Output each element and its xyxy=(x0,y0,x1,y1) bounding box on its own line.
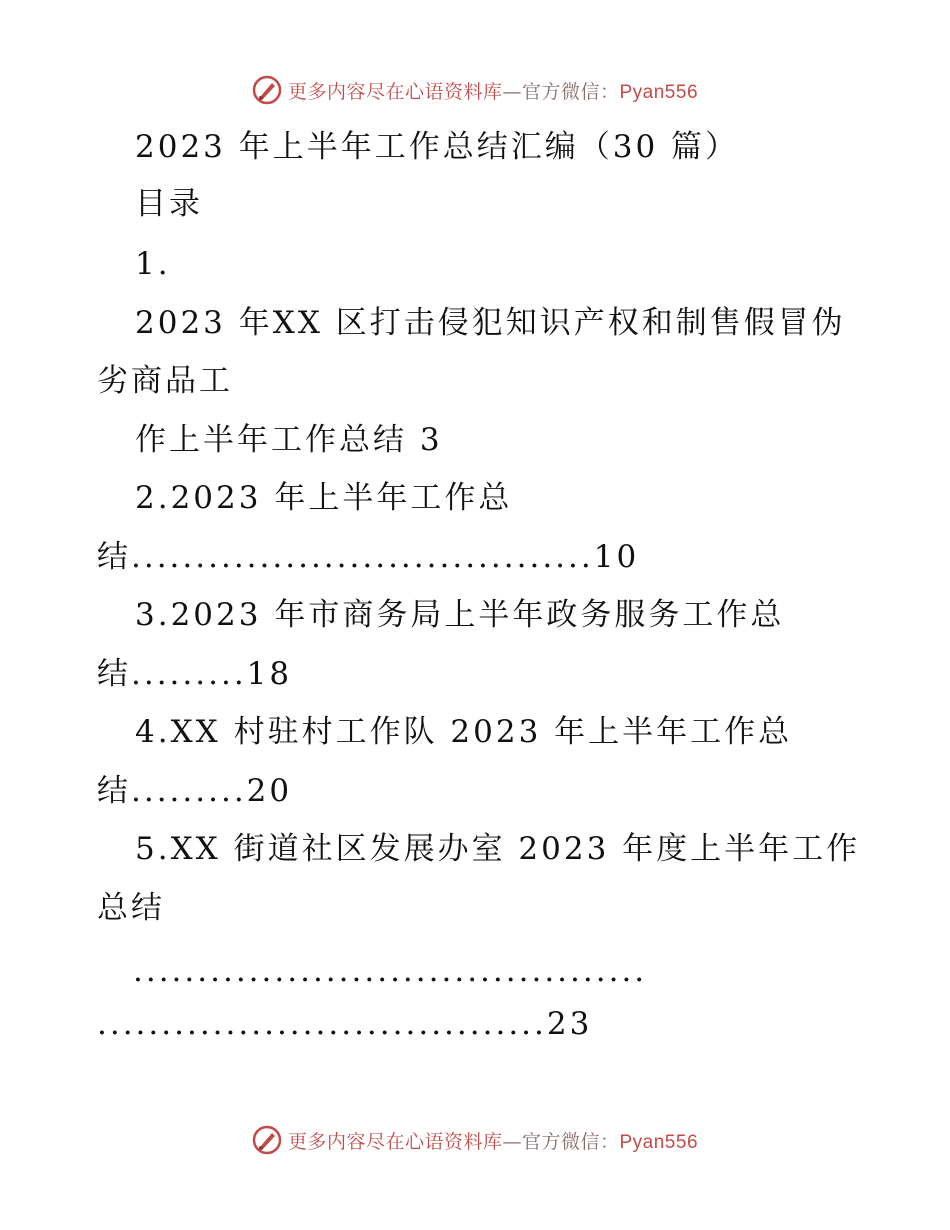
toc-entry-4-line-2: 结.........20 xyxy=(97,773,293,809)
toc-entry-1-line-1: 1. xyxy=(135,246,171,282)
document-title: 2023 年上半年工作总结汇编（30 篇） xyxy=(135,129,740,165)
toc-entry-3-line-1: 3.2023 年市商务局上半年政务服务工作总 xyxy=(135,597,785,633)
toc-entry-2-line-1: 2.2023 年上半年工作总 xyxy=(135,480,513,516)
toc-entry-1-line-3: 劣商品工 xyxy=(97,363,233,399)
toc-entry-5-line-2: 总结 xyxy=(97,890,165,926)
watermark-text: 更多内容尽在心语资料库—官方微信：Pyan556 xyxy=(287,80,699,103)
pen-logo-icon xyxy=(252,1125,282,1155)
toc-entry-1-line-4: 作上半年工作总结 3 xyxy=(135,422,443,458)
footer-watermark xyxy=(0,1120,950,1160)
toc-heading: 目录 xyxy=(135,186,203,222)
toc-entry-2-line-2: 结....................................10 xyxy=(97,539,640,575)
watermark-text: 更多内容尽在心语资料库—官方微信：Pyan556 xyxy=(287,1130,699,1153)
toc-entry-5-line-4: ...................................23 xyxy=(97,1006,593,1042)
toc-entry-3-line-2: 结.........18 xyxy=(97,656,293,692)
toc-entry-1-line-2: 2023 年XX 区打击侵犯知识产权和制售假冒伪 xyxy=(135,305,846,341)
toc-entry-5-leader-dots: ........................................ xyxy=(133,953,648,989)
toc-entry-5-line-1: 5.XX 街道社区发展办室 2023 年度上半年工作 xyxy=(135,831,861,867)
toc-entry-4-line-1: 4.XX 村驻村工作队 2023 年上半年工作总 xyxy=(135,714,793,750)
